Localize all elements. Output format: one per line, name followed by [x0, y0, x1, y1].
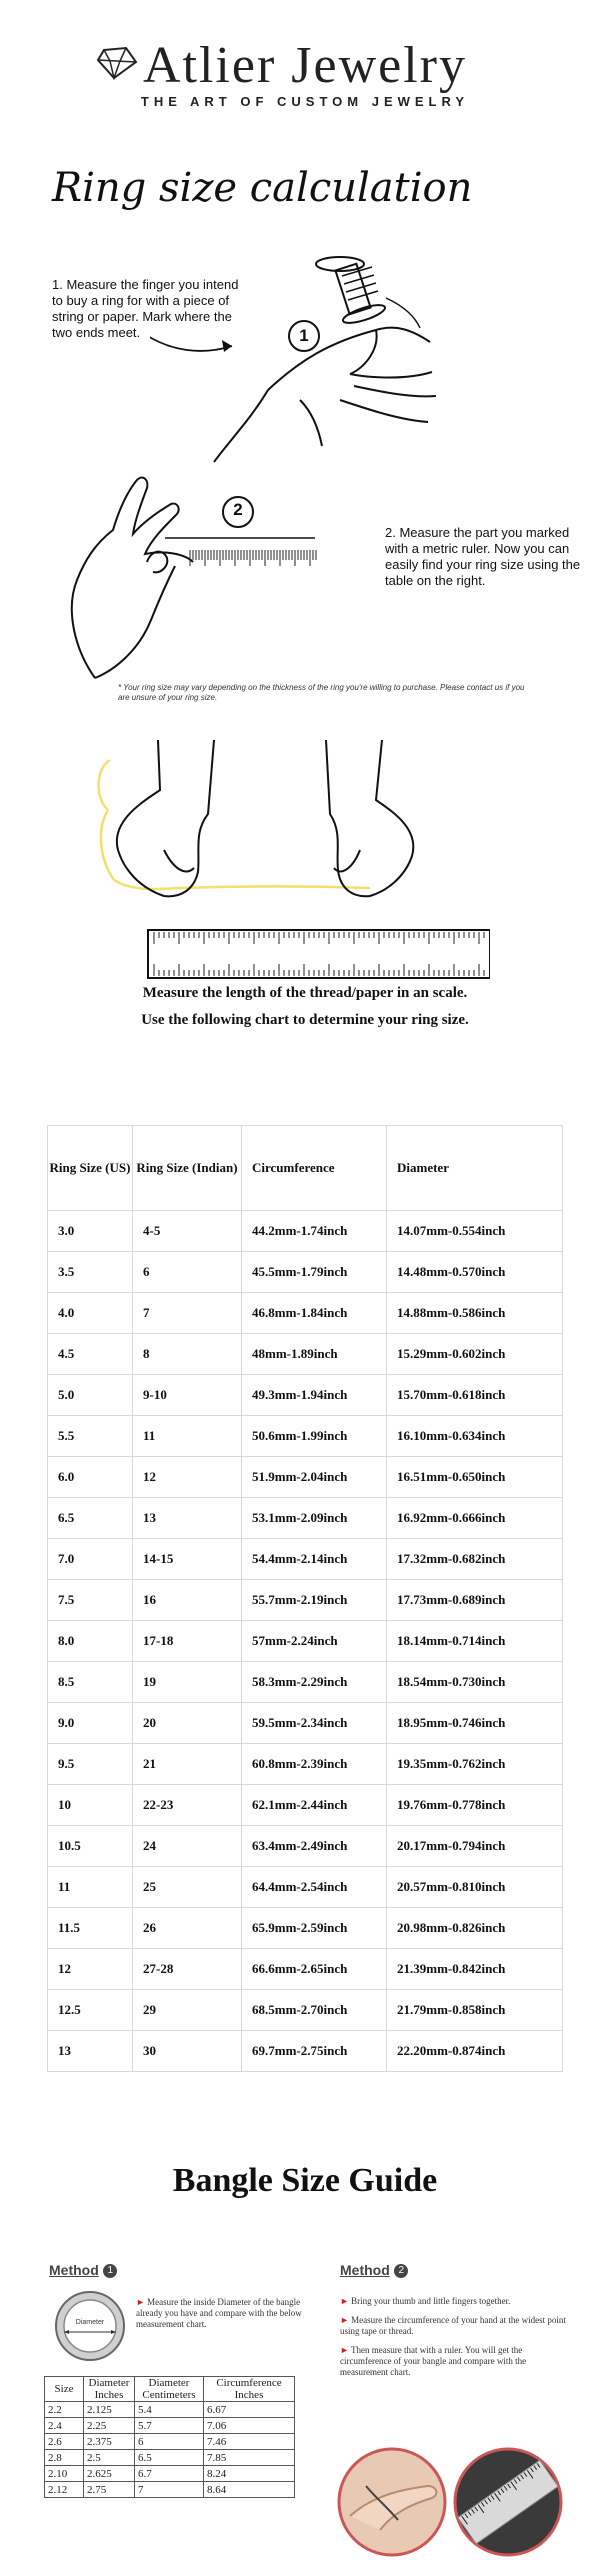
cell-circumference: 65.9mm-2.59inch: [242, 1908, 387, 1949]
cell-diameter: 15.70mm-0.618inch: [387, 1375, 563, 1416]
table-row: [45, 2434, 295, 2450]
table-row: [45, 2466, 295, 2482]
bangle-cell-diameter-cm: 6.5: [135, 2450, 204, 2466]
step-1-number: 1: [299, 326, 309, 345]
cell-size-indian: 14-15: [133, 1539, 242, 1580]
cell-circumference: 50.6mm-1.99inch: [242, 1416, 387, 1457]
cell-circumference: 59.5mm-2.34inch: [242, 1703, 387, 1744]
table-row: [48, 1211, 563, 1252]
cell-size-indian: 17-18: [133, 1621, 242, 1662]
hand-measure-photo: [336, 2446, 448, 2558]
bangle-guide-title: Bangle Size Guide: [172, 2162, 438, 2199]
cell-size-indian: 12: [133, 1457, 242, 1498]
cell-diameter: 16.51mm-0.650inch: [387, 1457, 563, 1498]
cell-size-indian: 11: [133, 1416, 242, 1457]
cell-circumference: 66.6mm-2.65inch: [242, 1949, 387, 1990]
cell-size-indian: 27-28: [133, 1949, 242, 1990]
cell-diameter: 21.39mm-0.842inch: [387, 1949, 563, 1990]
cell-size-us: 3.5: [48, 1252, 133, 1293]
cell-size-indian: 8: [133, 1334, 242, 1375]
table-row: [48, 1457, 563, 1498]
ruler-measure-photo: [452, 2446, 564, 2558]
cell-circumference: 53.1mm-2.09inch: [242, 1498, 387, 1539]
table-row: [45, 2482, 295, 2498]
cell-size-us: 4.5: [48, 1334, 133, 1375]
cell-size-us: 3.0: [48, 1211, 133, 1252]
cell-diameter: 15.29mm-0.602inch: [387, 1334, 563, 1375]
bangle-cell-diameter-inches: 2.375: [84, 2434, 135, 2450]
fingers-with-ruler-illustration: [55, 470, 325, 680]
method-2-step: ► Bring your thumb and little fingers together.: [340, 2296, 511, 2306]
table-row: [45, 2450, 295, 2466]
bangle-cell-circumference: 8.24: [204, 2466, 295, 2482]
table-row: [48, 1867, 563, 1908]
bangle-cell-diameter-cm: 7: [135, 2482, 204, 2498]
cell-circumference: 49.3mm-1.94inch: [242, 1375, 387, 1416]
cell-diameter: 20.98mm-0.826inch: [387, 1908, 563, 1949]
bangle-cell-circumference: 7.06: [204, 2418, 295, 2434]
step-1-text: 1. Measure the finger you intend to buy a ring for with a piece of string or paper. Mark where the two ends meet.: [52, 277, 239, 340]
bangle-cell-diameter-cm: 6: [135, 2434, 204, 2450]
cell-circumference: 55.7mm-2.19inch: [242, 1580, 387, 1621]
cell-circumference: 57mm-2.24inch: [242, 1621, 387, 1662]
table-row: [48, 1990, 563, 2031]
table-row: [48, 1703, 563, 1744]
cell-size-indian: 16: [133, 1580, 242, 1621]
table-row: [48, 1375, 563, 1416]
bullet-arrow-icon: ►: [340, 2345, 349, 2355]
header-ring-size-us: Ring Size (US): [48, 1126, 133, 1211]
cell-diameter: 14.48mm-0.570inch: [387, 1252, 563, 1293]
cell-size-indian: 29: [133, 1990, 242, 2031]
cell-size-us: 5.0: [48, 1375, 133, 1416]
thread-line: [99, 760, 371, 889]
method-2-number: 2: [394, 2264, 408, 2278]
table-row: [48, 1662, 563, 1703]
bangle-size-table: [44, 2376, 295, 2498]
cell-size-us: 5.5: [48, 1416, 133, 1457]
measure-instruction-1: Measure the length of the thread/paper in an scale.: [142, 985, 468, 1001]
bangle-cell-diameter-inches: 2.75: [84, 2482, 135, 2498]
table-row: [48, 1293, 563, 1334]
table-row: [48, 1416, 563, 1457]
cell-diameter: 18.14mm-0.714inch: [387, 1621, 563, 1662]
table-row: [48, 1252, 563, 1293]
cell-size-us: 6.0: [48, 1457, 133, 1498]
cell-diameter: 18.54mm-0.730inch: [387, 1662, 563, 1703]
bangle-cell-diameter-cm: 5.7: [135, 2418, 204, 2434]
table-row: [48, 1580, 563, 1621]
cell-size-indian: 9-10: [133, 1375, 242, 1416]
bangle-header-diameter-inches: Diameter Inches: [84, 2377, 135, 2402]
table-header-row: [48, 1126, 563, 1211]
bangle-cell-circumference: 8.64: [204, 2482, 295, 2498]
cell-size-us: 12: [48, 1949, 133, 1990]
bangle-header-circumference: Circumference Inches: [204, 2377, 295, 2402]
brand-tagline: THE ART OF CUSTOM JEWELRY: [140, 94, 470, 109]
header-ring-size-indian: Ring Size (Indian): [133, 1126, 242, 1211]
cell-size-us: 10: [48, 1785, 133, 1826]
bangle-diameter-diagram: [48, 2290, 132, 2362]
cell-circumference: 63.4mm-2.49inch: [242, 1826, 387, 1867]
bangle-header-size: Size: [45, 2377, 84, 2402]
measure-instruction-2: Use the following chart to determine your ring size.: [141, 1012, 469, 1028]
bangle-cell-diameter-inches: 2.5: [84, 2450, 135, 2466]
table-row: [48, 1334, 563, 1375]
step-2-number: 2: [233, 500, 243, 519]
brand-logo[interactable]: Atlier Jewelry: [142, 37, 467, 94]
cell-size-us: 4.0: [48, 1293, 133, 1334]
method-2-label: Method 2: [340, 2262, 408, 2280]
bangle-cell-diameter-cm: 5.4: [135, 2402, 204, 2418]
cell-size-us: 9.5: [48, 1744, 133, 1785]
cell-size-us: 8.0: [48, 1621, 133, 1662]
bangle-cell-size: 2.8: [45, 2450, 84, 2466]
thread-spool-icon: [316, 257, 387, 327]
cell-size-indian: 25: [133, 1867, 242, 1908]
diameter-label: Diameter: [75, 2319, 105, 2326]
header-diameter: Diameter: [387, 1126, 563, 1211]
bangle-cell-diameter-cm: 6.7: [135, 2466, 204, 2482]
cell-size-indian: 13: [133, 1498, 242, 1539]
bangle-cell-size: 2.10: [45, 2466, 84, 2482]
cell-size-us: 12.5: [48, 1990, 133, 2031]
table-row: [45, 2418, 295, 2434]
cell-diameter: 17.73mm-0.689inch: [387, 1580, 563, 1621]
bangle-cell-size: 2.6: [45, 2434, 84, 2450]
cell-circumference: 58.3mm-2.29inch: [242, 1662, 387, 1703]
table-row: [48, 1744, 563, 1785]
cell-size-indian: 7: [133, 1293, 242, 1334]
cell-size-us: 11: [48, 1867, 133, 1908]
two-hands-thread-illustration: [90, 740, 490, 980]
method-1-text: ► Measure the inside Diameter of the bangle already you have and compare with the below measurement chart.: [136, 2297, 302, 2329]
ring-size-title: Ring size calculation: [52, 165, 473, 211]
bullet-arrow-icon: ►: [136, 2297, 145, 2307]
cell-circumference: 51.9mm-2.04inch: [242, 1457, 387, 1498]
cell-size-indian: 19: [133, 1662, 242, 1703]
bangle-cell-size: 2.4: [45, 2418, 84, 2434]
table-row: [48, 1498, 563, 1539]
bangle-cell-diameter-inches: 2.625: [84, 2466, 135, 2482]
ring-size-note: * Your ring size may vary depending on the thickness of the ring you're willing to purchase. Please contact us if you are unsure of your ring size.: [118, 683, 525, 702]
cell-size-us: 7.5: [48, 1580, 133, 1621]
cell-size-indian: 20: [133, 1703, 242, 1744]
table-row: [48, 1785, 563, 1826]
table-row: [48, 2031, 563, 2072]
method-2-step: ► Then measure that with a ruler. You will get the circumference of your bangle and compare with the measurement chart.: [340, 2345, 527, 2377]
bangle-table-header: [45, 2377, 295, 2402]
table-row: [48, 1621, 563, 1662]
ruler-ticks: [188, 546, 318, 568]
cell-size-indian: 4-5: [133, 1211, 242, 1252]
cell-size-indian: 22-23: [133, 1785, 242, 1826]
cell-size-indian: 30: [133, 2031, 242, 2072]
cell-size-us: 10.5: [48, 1826, 133, 1867]
cell-diameter: 16.92mm-0.666inch: [387, 1498, 563, 1539]
cell-size-us: 7.0: [48, 1539, 133, 1580]
cell-circumference: 68.5mm-2.70inch: [242, 1990, 387, 2031]
table-row: [48, 1949, 563, 1990]
bangle-cell-size: 2.12: [45, 2482, 84, 2498]
method-2-step: ► Measure the circumference of your hand at the widest point using tape or thread.: [340, 2315, 566, 2336]
cell-circumference: 48mm-1.89inch: [242, 1334, 387, 1375]
cell-diameter: 14.07mm-0.554inch: [387, 1211, 563, 1252]
cell-size-indian: 24: [133, 1826, 242, 1867]
step-2-text: 2. Measure the part you marked with a metric ruler. Now you can easily find your ring size using the table on the right.: [385, 525, 581, 588]
table-row: [45, 2402, 295, 2418]
bangle-cell-diameter-inches: 2.25: [84, 2418, 135, 2434]
bangle-cell-circumference: 7.46: [204, 2434, 295, 2450]
bullet-arrow-icon: ►: [340, 2315, 349, 2325]
cell-size-indian: 26: [133, 1908, 242, 1949]
cell-diameter: 17.32mm-0.682inch: [387, 1539, 563, 1580]
cell-size-indian: 21: [133, 1744, 242, 1785]
cell-size-us: 11.5: [48, 1908, 133, 1949]
cell-diameter: 16.10mm-0.634inch: [387, 1416, 563, 1457]
cell-size-us: 9.0: [48, 1703, 133, 1744]
bangle-header-diameter-cm: Diameter Centimeters: [135, 2377, 204, 2402]
cell-circumference: 64.4mm-2.54inch: [242, 1867, 387, 1908]
cell-circumference: 62.1mm-2.44inch: [242, 1785, 387, 1826]
ruler-icon: [148, 930, 490, 978]
ring-size-table: [47, 1125, 563, 2072]
cell-circumference: 54.4mm-2.14inch: [242, 1539, 387, 1580]
table-row: [48, 1908, 563, 1949]
method-1-label: Method 1: [49, 2262, 117, 2280]
cell-diameter: 20.57mm-0.810inch: [387, 1867, 563, 1908]
cell-size-us: 13: [48, 2031, 133, 2072]
cell-size-indian: 6: [133, 1252, 242, 1293]
bangle-cell-circumference: 7.85: [204, 2450, 295, 2466]
bangle-cell-size: 2.2: [45, 2402, 84, 2418]
bullet-arrow-icon: ►: [340, 2296, 349, 2306]
cell-diameter: 14.88mm-0.586inch: [387, 1293, 563, 1334]
bangle-cell-circumference: 6.67: [204, 2402, 295, 2418]
method-1-number: 1: [103, 2264, 117, 2278]
table-row: [48, 1539, 563, 1580]
cell-size-us: 8.5: [48, 1662, 133, 1703]
cell-circumference: 44.2mm-1.74inch: [242, 1211, 387, 1252]
cell-diameter: 22.20mm-0.874inch: [387, 2031, 563, 2072]
method-2-steps: [340, 2296, 570, 2386]
cell-diameter: 20.17mm-0.794inch: [387, 1826, 563, 1867]
cell-size-us: 6.5: [48, 1498, 133, 1539]
cell-diameter: 18.95mm-0.746inch: [387, 1703, 563, 1744]
cell-diameter: 19.35mm-0.762inch: [387, 1744, 563, 1785]
hand-with-thread-illustration: [150, 250, 440, 465]
header-circumference: Circumference: [242, 1126, 387, 1211]
cell-circumference: 45.5mm-1.79inch: [242, 1252, 387, 1293]
cell-circumference: 60.8mm-2.39inch: [242, 1744, 387, 1785]
cell-circumference: 69.7mm-2.75inch: [242, 2031, 387, 2072]
cell-circumference: 46.8mm-1.84inch: [242, 1293, 387, 1334]
cell-diameter: 21.79mm-0.858inch: [387, 1990, 563, 2031]
bangle-cell-diameter-inches: 2.125: [84, 2402, 135, 2418]
table-row: [48, 1826, 563, 1867]
cell-diameter: 19.76mm-0.778inch: [387, 1785, 563, 1826]
